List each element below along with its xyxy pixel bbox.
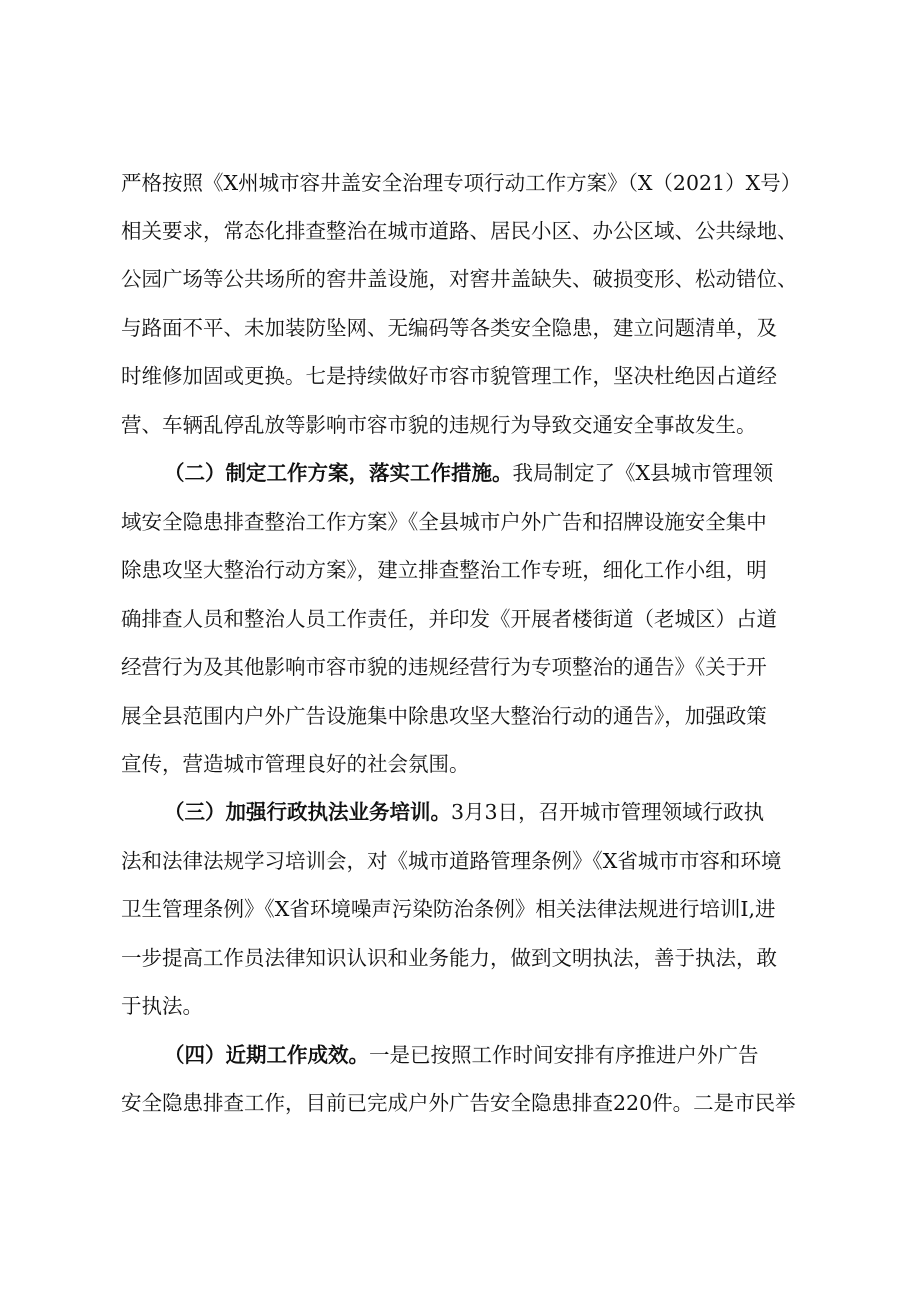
paragraph-line: 确排查人员和整治人员工作责任，并印发《开展者楼街道（老城区）占道 [121,607,777,631]
paragraph-line [164,463,773,484]
paragraph-line: 时维修加固或更换。七是持续做好市容市貌管理工作，坚决杜绝因占道经 [121,364,777,388]
paragraph-text: 3月3日，召开城市管理领域行政执 [451,800,765,824]
paragraph-line: 严格按照《X州城市容井盖安全治理专项行动工作方案》（X（2021）X号） [121,171,802,195]
section-heading: （三）加强行政执法业务培训。 [164,800,451,824]
paragraph-line: 于执法。 [121,994,203,1018]
paragraph-line: 卫生管理条例》《X省环境噪声污染防治条例》相关法律法规进行培训I,进 [121,897,776,921]
paragraph-line: 营、车辆乱停乱放等影响市容市貌的违规行为导致交通安全事故发生。 [121,413,757,437]
paragraph-text: 一是已按照工作时间安排有序推进户外广告 [369,1043,759,1067]
paragraph-line: 安全隐患排查工作，目前已完成户外广告安全隐患排查220件。二是市民举 [121,1091,796,1115]
paragraph-line: 与路面不平、未加装防坠网、无编码等各类安全隐患，建立问题清单，及 [121,316,777,340]
paragraph-line: 宣传，营造城市管理良好的社会氛围。 [121,752,470,776]
paragraph-line: 除患攻坚大整治行动方案》，建立排查整治工作专班，细化工作小组，明 [121,558,767,582]
paragraph-line: 经营行为及其他影响市容市貌的违规经营行为专项整治的通告》《关于开 [121,655,767,679]
paragraph-line: 一步提高工作员法律知识认识和业务能力，做到文明执法，善于执法，敢 [121,946,777,970]
paragraph-line: 域安全隐患排查整治工作方案》《全县城市户外广告和招牌设施安全集中 [121,510,767,534]
paragraph-line: 法和法律法规学习培训会，对《城市道路管理条例》《X省城市市容和环境 [121,849,782,873]
paragraph-line: 相关要求，常态化排查整治在城市道路、居民小区、办公区域、公共绿地、 [121,219,798,243]
section-heading: （四）近期工作成效。 [164,1043,369,1067]
paragraph-text: 我局制定了《X县城市管理领 [512,461,774,485]
paragraph-line [164,802,764,823]
paragraph-line: 公园广场等公共场所的窖井盖设施，对窖井盖缺失、破损变形、松动错位、 [121,267,798,291]
paragraph-line: 展全县范围内户外广告设施集中除患攻坚大整治行动的通告》，加强政策 [121,704,767,728]
paragraph-line [164,1045,759,1066]
section-heading: （二）制定工作方案，落实工作措施。 [164,461,513,485]
